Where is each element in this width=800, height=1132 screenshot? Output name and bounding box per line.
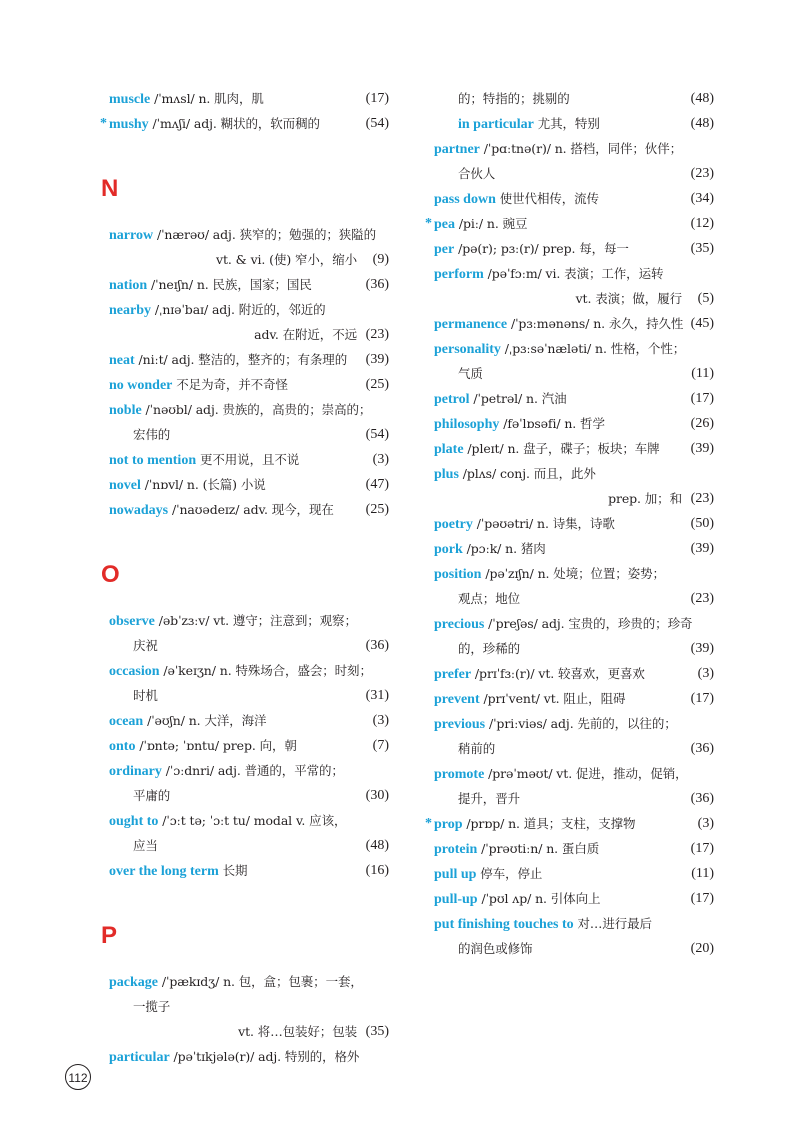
- definition: 使世代相传，流传: [495, 191, 599, 206]
- definition: /pəˈtɪkjələ(r)/ adj. 特别的，格外: [169, 1049, 360, 1064]
- definition-continuation: [434, 86, 714, 111]
- glossary-entry: [434, 386, 714, 411]
- glossary-entry: [109, 472, 389, 497]
- glossary-entry: [434, 136, 714, 161]
- unit-reference: (11): [691, 866, 714, 881]
- definition: /əˈkeɪʒn/ n. 特殊场合，盛会；时刻；: [159, 663, 372, 678]
- definition-line: [434, 486, 714, 511]
- unit-reference: (23): [365, 327, 389, 342]
- unit-reference: (17): [690, 841, 714, 856]
- definition: /prɪˈvent/ vt. 阻止，阻碍: [479, 691, 626, 706]
- unit-reference: (35): [690, 241, 714, 256]
- definition: /ˈnəʊbl/ adj. 贵族的，高贵的；崇高的；: [141, 402, 372, 417]
- glossary-entry: [109, 858, 389, 883]
- unit-reference: (34): [690, 191, 714, 206]
- headword: ordinary: [109, 764, 162, 779]
- glossary-entry: [425, 811, 714, 836]
- definition: /ˈpəʊətri/ n. 诗集，诗歌: [472, 516, 615, 531]
- glossary-entry: [434, 336, 714, 361]
- glossary-entry: [109, 608, 389, 633]
- definition: /ˈɒntə; ˈɒntu/ prep. 向，朝: [135, 738, 297, 753]
- unit-reference: (25): [365, 502, 389, 517]
- definition: /prəˈməʊt/ vt. 促进，推动，促销，: [484, 766, 688, 781]
- definition: 庆祝: [133, 638, 158, 653]
- unit-reference: (3): [697, 816, 714, 831]
- glossary-entry: [434, 611, 714, 636]
- definition: /plʌs/ conj. 而且，此外: [458, 466, 596, 481]
- headword: prevent: [434, 692, 480, 707]
- headword: narrow: [109, 228, 154, 243]
- definition: 合伙人: [458, 166, 496, 181]
- definition: /ˈprəʊtiːn/ n. 蛋白质: [477, 841, 600, 856]
- unit-reference: (7): [372, 738, 389, 753]
- definition: /ˌnɪəˈbaɪ/ adj. 附近的，邻近的: [151, 302, 326, 317]
- headword: occasion: [109, 664, 160, 679]
- definition-line: [109, 322, 389, 347]
- definition-continuation: [434, 361, 714, 386]
- definition: 一揽子: [133, 999, 171, 1014]
- headword: nowadays: [109, 503, 169, 518]
- definition-continuation: [109, 683, 389, 708]
- definition: /pəˈfɔːm/ vi. 表演；工作，运转: [483, 266, 664, 281]
- headword: previous: [434, 717, 486, 732]
- definition-line: [434, 286, 714, 311]
- glossary-entry: [109, 222, 389, 247]
- definition-continuation: [434, 936, 714, 961]
- unit-reference: (48): [690, 116, 714, 131]
- definition: 观点；地位: [458, 591, 521, 606]
- definition: 不足为奇，并不奇怪: [172, 377, 288, 392]
- definition: vt. & vi. (使) 窄小，缩小: [216, 252, 357, 267]
- definition-continuation: [434, 786, 714, 811]
- headword: ocean: [109, 714, 144, 729]
- definition: /ˈəʊʃn/ n. 大洋，海洋: [143, 713, 267, 728]
- glossary-entry: [109, 708, 389, 733]
- definition: /niːt/ adj. 整洁的，整齐的；有条理的: [134, 352, 348, 367]
- glossary-entry: [109, 272, 389, 297]
- headword: nation: [109, 278, 148, 293]
- asterisk-mark: *: [425, 216, 432, 231]
- glossary-entry: [100, 111, 389, 136]
- glossary-entry: [434, 761, 714, 786]
- definition: 气质: [458, 366, 483, 381]
- glossary-entry: [425, 211, 714, 236]
- definition-continuation: [109, 783, 389, 808]
- glossary-entry: [434, 686, 714, 711]
- definition: /ˈneɪʃn/ n. 民族，国家；国民: [147, 277, 312, 292]
- definition: /prɪˈfɜː(r)/ vt. 较喜欢，更喜欢: [471, 666, 645, 681]
- unit-reference: (5): [697, 291, 714, 306]
- glossary-entry: [434, 411, 714, 436]
- glossary-entry: [434, 511, 714, 536]
- definition-continuation: [109, 422, 389, 447]
- definition: /ˈnaʊədeɪz/ adv. 现今，现在: [168, 502, 334, 517]
- headword: particular: [109, 1050, 170, 1065]
- definition-continuation: [434, 161, 714, 186]
- glossary-entry: [109, 86, 389, 111]
- glossary-entry: [434, 461, 714, 486]
- headword: onto: [109, 739, 136, 754]
- definition: 时机: [133, 688, 158, 703]
- headword: no wonder: [109, 378, 173, 393]
- asterisk-mark: *: [425, 816, 432, 831]
- definition: /fəˈlɒsəfi/ n. 哲学: [499, 416, 605, 431]
- glossary-entry: [109, 372, 389, 397]
- definition: 尤其，特别: [533, 116, 600, 131]
- unit-reference: (39): [690, 641, 714, 656]
- definition-continuation: [109, 833, 389, 858]
- headword: promote: [434, 767, 485, 782]
- definition: /ˌpɜːsəˈnæləti/ n. 性格，个性；: [500, 341, 686, 356]
- unit-reference: (16): [365, 863, 389, 878]
- glossary-entry: [434, 236, 714, 261]
- headword: package: [109, 975, 158, 990]
- headword: observe: [109, 614, 155, 629]
- definition: vt. 表演；做，履行: [575, 291, 682, 306]
- definition-continuation: [109, 633, 389, 658]
- glossary-entry: [434, 186, 714, 211]
- headword: in particular: [458, 117, 534, 132]
- definition: /ˈpʊl ʌp/ n. 引体向上: [477, 891, 601, 906]
- unit-reference: (26): [690, 416, 714, 431]
- unit-reference: (20): [690, 941, 714, 956]
- definition-line: [109, 1019, 389, 1044]
- unit-reference: (39): [690, 441, 714, 456]
- definition: /ˈpækɪdʒ/ n. 包，盒；包裹；一套，: [158, 974, 363, 989]
- unit-reference: (35): [365, 1024, 389, 1039]
- headword: prop: [434, 817, 463, 832]
- page-number: 112: [65, 1064, 91, 1090]
- unit-reference: (45): [690, 316, 714, 331]
- definition: 宏伟的: [133, 427, 171, 442]
- definition: /prɒp/ n. 道具；支柱，支撑物: [462, 816, 636, 831]
- unit-reference: (25): [365, 377, 389, 392]
- headword: perform: [434, 267, 484, 282]
- headword: pea: [434, 217, 455, 232]
- headword: novel: [109, 478, 141, 493]
- glossary-entry: [434, 861, 714, 886]
- unit-reference: (48): [365, 838, 389, 853]
- glossary-entry: [434, 886, 714, 911]
- glossary-entry: [109, 1044, 389, 1069]
- headword: precious: [434, 617, 485, 632]
- definition: /ˈpetrəl/ n. 汽油: [469, 391, 567, 406]
- unit-reference: (17): [365, 91, 389, 106]
- definition: /ˈpɑːtnə(r)/ n. 搭档，同伴；伙伴；: [479, 141, 683, 156]
- section-letter: P: [101, 922, 118, 949]
- definition: /piː/ n. 豌豆: [455, 216, 528, 231]
- unit-reference: (17): [690, 391, 714, 406]
- unit-reference: (31): [365, 688, 389, 703]
- unit-reference: (12): [690, 216, 714, 231]
- glossary-entry: [434, 661, 714, 686]
- definition: /pəˈzɪʃn/ n. 处境；位置；姿势；: [481, 566, 665, 581]
- right-column: [425, 86, 714, 961]
- headword: not to mention: [109, 453, 197, 468]
- unit-reference: (3): [372, 452, 389, 467]
- headword: philosophy: [434, 417, 500, 432]
- unit-reference: (30): [365, 788, 389, 803]
- unit-reference: (11): [691, 366, 714, 381]
- headword: put finishing touches to: [434, 917, 574, 932]
- definition: 的，珍稀的: [458, 641, 521, 656]
- definition: 的润色或修饰: [458, 941, 533, 956]
- unit-reference: (48): [690, 91, 714, 106]
- headword: noble: [109, 403, 142, 418]
- headword: pork: [434, 542, 463, 557]
- unit-reference: (17): [690, 691, 714, 706]
- unit-reference: (39): [365, 352, 389, 367]
- definition: adv. 在附近，不远: [254, 327, 357, 342]
- definition: /ˈnɒvl/ n. (长篇) 小说: [140, 477, 266, 492]
- glossary-entry: [434, 311, 714, 336]
- definition: /ˈɔːt tə; ˈɔːt tu/ modal v. 应该，: [158, 813, 347, 828]
- unit-reference: (23): [690, 591, 714, 606]
- unit-reference: (36): [365, 638, 389, 653]
- glossary-entry: [109, 758, 389, 783]
- headword: mushy: [109, 117, 149, 132]
- definition: /ˈpɜːmənəns/ n. 永久，持久性: [507, 316, 684, 331]
- headword: neat: [109, 353, 135, 368]
- glossary-entry: [434, 561, 714, 586]
- headword: permanence: [434, 317, 508, 332]
- glossary-entry: [109, 969, 389, 994]
- glossary-entry: [109, 397, 389, 422]
- definition: /ˈpreʃəs/ adj. 宝贵的，珍贵的；珍奇: [484, 616, 693, 631]
- asterisk-mark: *: [100, 116, 107, 131]
- glossary-entry: [434, 436, 714, 461]
- glossary-entry: [434, 911, 714, 936]
- glossary-entry: [434, 711, 714, 736]
- definition: 的；特指的；挑剔的: [458, 91, 570, 106]
- section-letter: O: [101, 561, 120, 588]
- definition: prep. 加；和: [608, 491, 682, 506]
- unit-reference: (54): [365, 427, 389, 442]
- glossary-entry: [434, 536, 714, 561]
- unit-reference: (23): [690, 491, 714, 506]
- headword: plate: [434, 442, 464, 457]
- headword: prefer: [434, 667, 472, 682]
- unit-reference: (17): [690, 891, 714, 906]
- unit-reference: (36): [690, 741, 714, 756]
- definition: /ˈmʌʃi/ adj. 糊状的，软而稠的: [148, 116, 320, 131]
- unit-reference: (39): [690, 541, 714, 556]
- glossary-entry: [109, 447, 389, 472]
- definition: 稍前的: [458, 741, 496, 756]
- definition: /əbˈzɜːv/ vt. 遵守；注意到；观察；: [154, 613, 357, 628]
- definition: 长期: [218, 863, 248, 878]
- headword: ought to: [109, 814, 159, 829]
- definition: /ˈɔːdnri/ adj. 普通的，平常的；: [161, 763, 344, 778]
- definition: /ˈpriːviəs/ adj. 先前的，以往的；: [485, 716, 677, 731]
- unit-reference: (36): [365, 277, 389, 292]
- headword: poetry: [434, 517, 473, 532]
- unit-reference: (47): [365, 477, 389, 492]
- glossary-entry: [109, 297, 389, 322]
- unit-reference: (23): [690, 166, 714, 181]
- definition: /ˈmʌsl/ n. 肌肉，肌: [150, 91, 264, 106]
- headword: per: [434, 242, 455, 257]
- headword: pull up: [434, 867, 477, 882]
- glossary-entry: [434, 111, 714, 136]
- headword: muscle: [109, 92, 151, 107]
- definition: 停车，停止: [476, 866, 543, 881]
- headword: petrol: [434, 392, 470, 407]
- headword: nearby: [109, 303, 151, 318]
- glossary-entry: [434, 261, 714, 286]
- unit-reference: (50): [690, 516, 714, 531]
- definition-line: [109, 247, 389, 272]
- definition: 应当: [133, 838, 158, 853]
- headword: pass down: [434, 192, 496, 207]
- headword: position: [434, 567, 482, 582]
- headword: plus: [434, 467, 459, 482]
- definition: /pleɪt/ n. 盘子，碟子；板块；车牌: [463, 441, 660, 456]
- unit-reference: (36): [690, 791, 714, 806]
- left-column: [100, 86, 389, 1069]
- definition-continuation: [434, 736, 714, 761]
- unit-reference: (9): [372, 252, 389, 267]
- definition: 提升，晋升: [458, 791, 521, 806]
- headword: protein: [434, 842, 478, 857]
- section-letter: N: [101, 175, 119, 202]
- glossary-entry: [109, 808, 389, 833]
- headword: partner: [434, 142, 480, 157]
- definition: /ˈnærəʊ/ adj. 狭窄的；勉强的；狭隘的: [153, 227, 376, 242]
- glossary-entry: [109, 733, 389, 758]
- definition: /pɔːk/ n. 猪肉: [462, 541, 546, 556]
- headword: pull-up: [434, 892, 478, 907]
- glossary-entry: [109, 497, 389, 522]
- definition: 对…进行最后: [573, 916, 652, 931]
- definition: 更不用说，且不说: [196, 452, 300, 467]
- unit-reference: (3): [372, 713, 389, 728]
- definition-continuation: [434, 586, 714, 611]
- definition: 平庸的: [133, 788, 171, 803]
- glossary-entry: [109, 347, 389, 372]
- definition-continuation: [434, 636, 714, 661]
- headword: over the long term: [109, 864, 219, 879]
- glossary-entry: [109, 658, 389, 683]
- definition: /pə(r); pɜː(r)/ prep. 每，每一: [454, 241, 629, 256]
- headword: personality: [434, 342, 501, 357]
- definition: vt. 将…包装好；包装: [238, 1024, 357, 1039]
- definition-continuation: [109, 994, 389, 1019]
- unit-reference: (3): [697, 666, 714, 681]
- unit-reference: (54): [365, 116, 389, 131]
- glossary-entry: [434, 836, 714, 861]
